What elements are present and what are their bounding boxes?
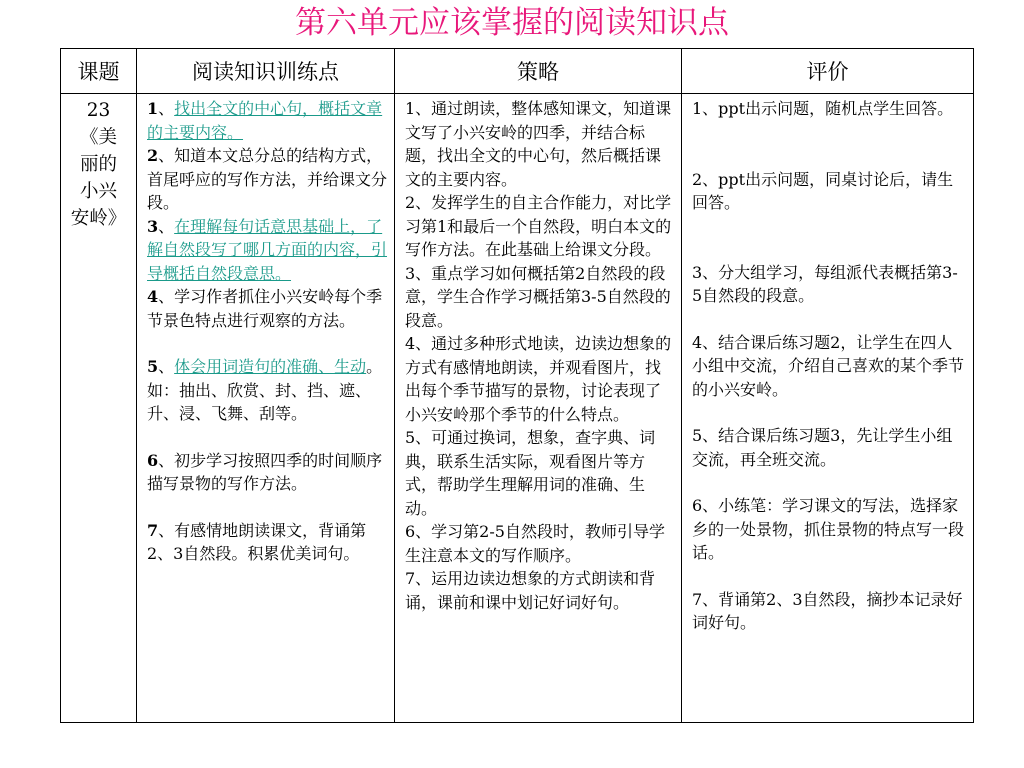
list-item: 6、初步学习按照四季的时间顺序描写景物的写作方法。 <box>147 450 383 493</box>
header-topic: 课题 <box>61 49 137 94</box>
list-item: 4、通过多种形式地读，边读边想象的方式有感情地朗读，并观看图片，找出每个季节描写的景物，讨论表现了小兴安岭那个季节的什么特点。 <box>405 334 672 424</box>
header-evaluation: 评价 <box>682 49 974 94</box>
list-item: 2、知道本文总分总的结构方式，首尾呼应的写作方法，并给课文分段。 <box>147 146 388 212</box>
list-item: 7、运用边读边想象的方式朗读和背诵，课前和课中划记好词好句。 <box>405 569 656 612</box>
topic-cell <box>61 94 137 723</box>
list-item: 4、学习作者抓住小兴安岭每个季节景色特点进行观察的方法。 <box>147 287 383 330</box>
list-item: 2、ppt出示问题，同桌讨论后，请生回答。 <box>692 169 954 212</box>
list-item: 3、在理解每句话意思基础上，了解自然段写了哪几方面的内容，引导概括自然段意思。 <box>147 216 388 283</box>
knowledge-link[interactable]: 找出全文的中心句，概括文章的主要内容。 <box>147 99 383 142</box>
strategy-cell <box>395 94 682 723</box>
topic-number: 23 <box>86 100 111 121</box>
topic-line: 安岭》 <box>70 208 127 229</box>
list-item: 1、找出全文的中心句，概括文章的主要内容。 <box>147 99 383 142</box>
knowledge-link[interactable]: 在理解每句话意思基础上，了解自然段写了哪几方面的内容，引导概括自然段意思。 <box>147 216 388 283</box>
page-title: 第六单元应该掌握的阅读知识点 <box>295 5 729 41</box>
table-header-row <box>61 49 974 94</box>
list-item: 4、结合课后练习题2，让学生在四人小组中交流，介绍自己喜欢的某个季节的小兴安岭。 <box>692 332 965 399</box>
topic-line: 小兴 <box>79 181 117 202</box>
table-row <box>61 94 974 723</box>
list-item: 6、小练笔：学习课文的写法，选择家乡的一处景物，抓住景物的特点写一段话。 <box>692 496 965 562</box>
list-item: 3、分大组学习，每组派代表概括第3-5自然段的段意。 <box>692 262 958 305</box>
knowledge-table <box>60 48 974 723</box>
list-item: 5、体会用词造句的准确、生动。如：抽出、欣赏、封、挡、遮、升、浸、飞舞、刮等。 <box>147 357 383 423</box>
header-strategy: 策略 <box>395 49 682 94</box>
list-item: 7、有感情地朗读课文，背诵第2、3自然段。积累优美词句。 <box>147 520 367 563</box>
topic-line: 丽的 <box>79 154 117 175</box>
list-item: 3、重点学习如何概括第2自然段的段意，学生合作学习概括第3-5自然段的段意。 <box>405 263 671 330</box>
list-item: 5、可通过换词，想象，查字典、词典，联系生活实际，观看图片等方式，帮助学生理解用词的准确、生动。 <box>405 428 656 518</box>
list-item: 2、发挥学生的自主合作能力，对比学习第1和最后一个自然段，明白本文的写作方法。在此基础上给课文分段。 <box>405 193 672 259</box>
topic-line: 《美 <box>79 127 117 148</box>
header-knowledge: 阅读知识训练点 <box>137 49 395 94</box>
knowledge-cell <box>137 94 395 723</box>
list-item: 1、通过朗读，整体感知课文，知道课文写了小兴安岭的四季，并结合标题，找出全文的中心句，然后概括课文的主要内容。 <box>405 99 672 189</box>
list-item: 1、ppt出示问题，随机点学生回答。 <box>692 99 954 118</box>
list-item: 5、结合课后练习题3，先让学生小组交流，再全班交流。 <box>692 426 953 469</box>
list-item: 7、背诵第2、3自然段，摘抄本记录好词好句。 <box>692 589 963 632</box>
evaluation-cell <box>682 94 974 723</box>
knowledge-link[interactable]: 体会用词造句的准确、生动 <box>174 357 367 376</box>
list-item: 6、学习第2-5自然段时，教师引导学生注意本文的写作顺序。 <box>405 522 665 565</box>
